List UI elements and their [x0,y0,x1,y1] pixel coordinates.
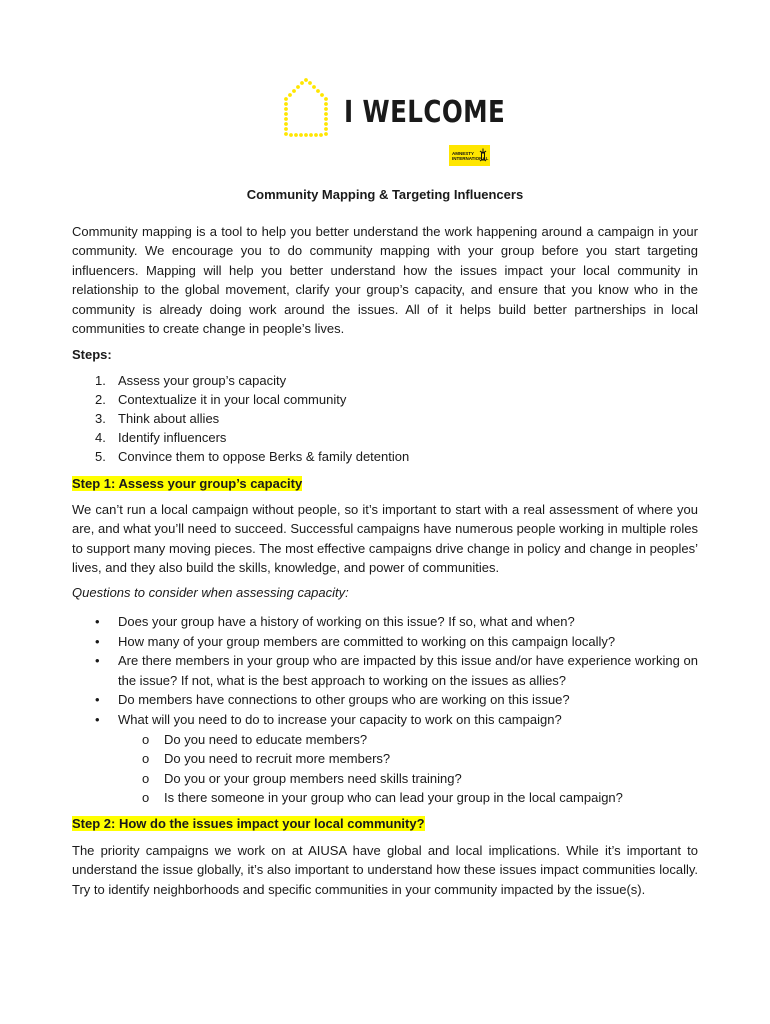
steps-heading: Steps: [72,347,112,362]
list-item: 3. Think about allies [95,411,220,426]
sub-list-item: o Do you or your group members need skills training? [142,770,462,786]
step2-heading: Step 2: How do the issues impact your local community? [72,816,425,831]
i-welcome-logo [282,78,506,138]
list-item: • How many of your group members are committed to working on this campaign locally? [95,633,616,649]
questions-label: Questions to consider when assessing capacity: [72,585,349,600]
step1-heading: Step 1: Assess your group’s capacity [72,476,303,491]
list-item: • Do members have connections to other groups who are working on this issue? [95,692,570,708]
list-item: • What will you need to do to increase your capacity to work on this campaign? [95,711,562,727]
sub-list-item: o Do you need to educate members? [142,731,368,747]
steps-list [72,371,672,466]
list-item: 5. Convince them to oppose Berks & family detention [95,449,410,464]
list-item: • Does your group have a history of working on this issue? If so, what and when? [95,614,575,629]
step2-paragraph: The priority campaigns we work on at AIUSA have global and local implications. While it’s important to understand the issue globally, it’s also important to understand how these issues impact communities locally. Try to identify neighborhoods and specific communities in your community impacted by the issue(s). [72,843,698,897]
intro-paragraph: Community mapping is a tool to help you better understand the work happening around a campaign in your community. We encourage you to do community mapping with your group before you start targeting influencers. Mapping will help you better understand how the issues impact your local community in relationship to the global movement, clarify your group’s capacity, and ensure that you know who in the community is already doing work around the issues. All of it helps build better partnerships in local communities to create change in people’s lives. [72,224,698,337]
logo-wordmark: I WELCOME [344,95,506,130]
document-title: Community Mapping & Targeting Influencers [246,187,524,202]
list-item: 2. Contextualize it in your local community [95,392,347,407]
questions-list [72,612,698,808]
amnesty-badge [449,145,490,166]
list-item: 1. Assess your group’s capacity [95,373,287,388]
amnesty-badge-text: AMNESTY INTERNATIONAL [452,150,489,161]
house-outline-icon [282,78,338,138]
sub-list-item: o Is there someone in your group who can lead your group in the local campaign? [142,790,623,806]
list-item: 4. Identify influencers [95,430,227,445]
list-item: • Are there members in your group who are impacted by this issue and/or have experience working on the issue? If not, what is the best approach to working on the issues as allies? [95,653,698,688]
sub-list-item: o Do you need to recruit more members? [142,751,391,767]
candle-icon [479,148,487,163]
step1-paragraph: We can’t run a local campaign without people, so it’s important to start with a real assessment of where you are, and what you’ll need to succeed. Successful campaigns have numerous people working in multiple roles to support many moving pieces. The most effective campaigns drive change in policy and change in peoples’ lives, and they also build the skills, knowledge, and power of communities. [72,502,698,576]
